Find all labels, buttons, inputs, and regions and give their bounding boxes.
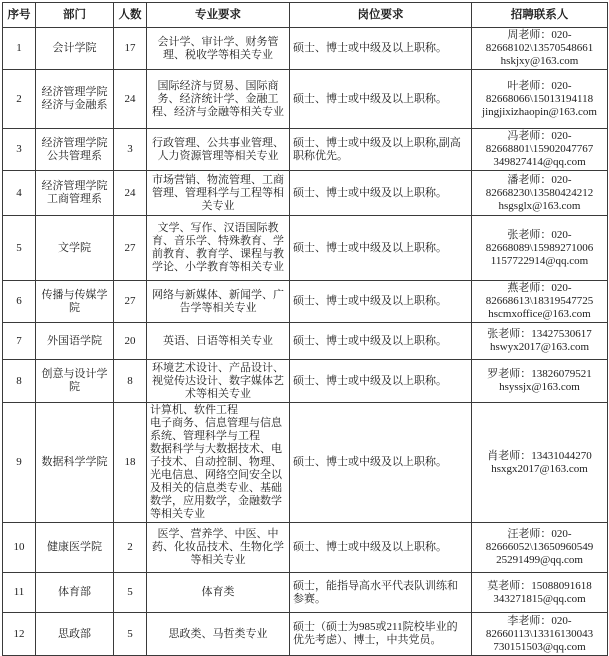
recruitment-table: [2, 2, 608, 656]
cell-position-requirements: 硕士、博士或中级及以上职称。: [290, 28, 472, 70]
cell-contact: 燕老师：020- 82668613\18319547725 hscmxoffice@163.com: [472, 281, 608, 323]
header-col-no: 序号: [3, 3, 36, 28]
cell-major-requirements: 英语、日语等相关专业: [147, 323, 290, 360]
cell-department: 创意与设计学院: [36, 360, 114, 403]
cell-contact: 张老师：13427530617 hswyx2017@163.com: [472, 323, 608, 360]
header-col-count: 人数: [114, 3, 147, 28]
cell-position-requirements: 硕士、博士或中级及以上职称。: [290, 360, 472, 403]
cell-department: 会计学院: [36, 28, 114, 70]
cell-department: 经济管理学院经济与金融系: [36, 70, 114, 129]
cell-row-number: 11: [3, 573, 36, 613]
cell-department: 体育部: [36, 573, 114, 613]
header-row: [3, 3, 608, 28]
cell-major-requirements: 网络与新媒体、新闻学、广告学等相关专业: [147, 281, 290, 323]
cell-major-requirements: 会计学、审计学、财务管理、税收学等相关专业: [147, 28, 290, 70]
cell-headcount: 27: [114, 281, 147, 323]
table-row: [3, 129, 608, 171]
cell-position-requirements: 硕士、博士或中级及以上职称。: [290, 323, 472, 360]
header-col-contact: 招聘联系人: [472, 3, 608, 28]
cell-position-requirements: 硕士、博士或中级及以上职称。: [290, 523, 472, 573]
cell-headcount: 27: [114, 216, 147, 281]
cell-department: 经济管理学院公共管理系: [36, 129, 114, 171]
cell-contact: 罗老师：13826079521 hsyssjx@163.com: [472, 360, 608, 403]
cell-department: 经济管理学院工商管理系: [36, 171, 114, 216]
cell-contact: 叶老师：020- 82668066\15013194118 jingjixizhaopin@163.com: [472, 70, 608, 129]
cell-headcount: 24: [114, 171, 147, 216]
cell-headcount: 8: [114, 360, 147, 403]
header-col-dept: 部门: [36, 3, 114, 28]
table-row: [3, 613, 608, 656]
cell-headcount: 5: [114, 613, 147, 656]
cell-department: 思政部: [36, 613, 114, 656]
cell-row-number: 10: [3, 523, 36, 573]
cell-position-requirements: 硕士，能指导高水平代表队训练和参赛。: [290, 573, 472, 613]
cell-major-requirements: 思政类、马哲类专业: [147, 613, 290, 656]
cell-department: 文学院: [36, 216, 114, 281]
cell-major-requirements: 环境艺术设计、产品设计、视觉传达设计、数字媒体艺术等相关专业: [147, 360, 290, 403]
header-col-majors: 专业要求: [147, 3, 290, 28]
cell-headcount: 18: [114, 403, 147, 523]
cell-row-number: 9: [3, 403, 36, 523]
header-col-requirements: 岗位要求: [290, 3, 472, 28]
cell-position-requirements: 硕士、博士或中级及以上职称。: [290, 403, 472, 523]
cell-major-requirements: 医学、营养学、中医、中药、化妆品技术、生物化学等相关专业: [147, 523, 290, 573]
cell-row-number: 8: [3, 360, 36, 403]
cell-position-requirements: 硕士、博士或中级及以上职称。: [290, 281, 472, 323]
cell-department: 外国语学院: [36, 323, 114, 360]
cell-department: 数据科学学院: [36, 403, 114, 523]
cell-major-requirements: 国际经济与贸易、国际商务、经济统计学、金融工程、经济与金融等相关专业: [147, 70, 290, 129]
cell-contact: 冯老师：020- 82668801\15902047767 349827414@qq.com: [472, 129, 608, 171]
table-row: [3, 70, 608, 129]
cell-headcount: 24: [114, 70, 147, 129]
cell-department: 健康医学院: [36, 523, 114, 573]
cell-position-requirements: 硕士、博士或中级及以上职称。: [290, 216, 472, 281]
cell-row-number: 5: [3, 216, 36, 281]
table-row: [3, 573, 608, 613]
cell-row-number: 4: [3, 171, 36, 216]
table-row: [3, 523, 608, 573]
cell-contact: 潘老师：020- 82668230\13580424212 hsgsglx@163.com: [472, 171, 608, 216]
cell-contact: 肖老师：13431044270 hsxgx2017@163.com: [472, 403, 608, 523]
cell-row-number: 7: [3, 323, 36, 360]
cell-position-requirements: 硕士、博士或中级及以上职称。: [290, 70, 472, 129]
table-row: [3, 28, 608, 70]
cell-position-requirements: 硕士、博士或中级及以上职称,副高职称优先。: [290, 129, 472, 171]
cell-department: 传播与传媒学院: [36, 281, 114, 323]
cell-contact: 莫老师：15088091618 343271815@qq.com: [472, 573, 608, 613]
cell-position-requirements: 硕士（硕士为985或211院校毕业的优先考虑）、博士，中共党员。: [290, 613, 472, 656]
cell-contact: 周老师：020- 82668102\13570548661 hskjxy@163.com: [472, 28, 608, 70]
cell-major-requirements: 计算机、软件工程 电子商务、信息管理与信息系统、管理科学与工程 数据科学与大数据技术、电子技术、自动控制、物理、光电信息、网络空间安全以及相关的信息类专业、基础数学，应用数学，金融数学等相关专业: [147, 403, 290, 523]
table-row: [3, 360, 608, 403]
cell-headcount: 17: [114, 28, 147, 70]
table-row: [3, 171, 608, 216]
cell-contact: 张老师：020- 82668089\15989271006 1157722914@qq.com: [472, 216, 608, 281]
table-body: [3, 28, 608, 656]
cell-position-requirements: 硕士、博士或中级及以上职称。: [290, 171, 472, 216]
cell-headcount: 5: [114, 573, 147, 613]
table-row: [3, 216, 608, 281]
table-header: [3, 3, 608, 28]
cell-major-requirements: 体育类: [147, 573, 290, 613]
cell-major-requirements: 市场营销、物流管理、工商管理、管理科学与工程等相关专业: [147, 171, 290, 216]
cell-headcount: 2: [114, 523, 147, 573]
cell-row-number: 1: [3, 28, 36, 70]
cell-row-number: 6: [3, 281, 36, 323]
cell-contact: 汪老师：020- 82666052\13650960549 25291499@qq.com: [472, 523, 608, 573]
table-row: [3, 323, 608, 360]
cell-row-number: 12: [3, 613, 36, 656]
cell-major-requirements: 文学、写作、汉语国际教育、音乐学、特殊教育、学前教育、教育学、课程与教学论、小学教育等相关专业: [147, 216, 290, 281]
table-row: [3, 403, 608, 523]
cell-contact: 李老师：020- 82660113\13316130043 730151503@qq.com: [472, 613, 608, 656]
cell-row-number: 3: [3, 129, 36, 171]
cell-headcount: 20: [114, 323, 147, 360]
cell-major-requirements: 行政管理、公共事业管理、人力资源管理等相关专业: [147, 129, 290, 171]
cell-headcount: 3: [114, 129, 147, 171]
cell-row-number: 2: [3, 70, 36, 129]
table-row: [3, 281, 608, 323]
